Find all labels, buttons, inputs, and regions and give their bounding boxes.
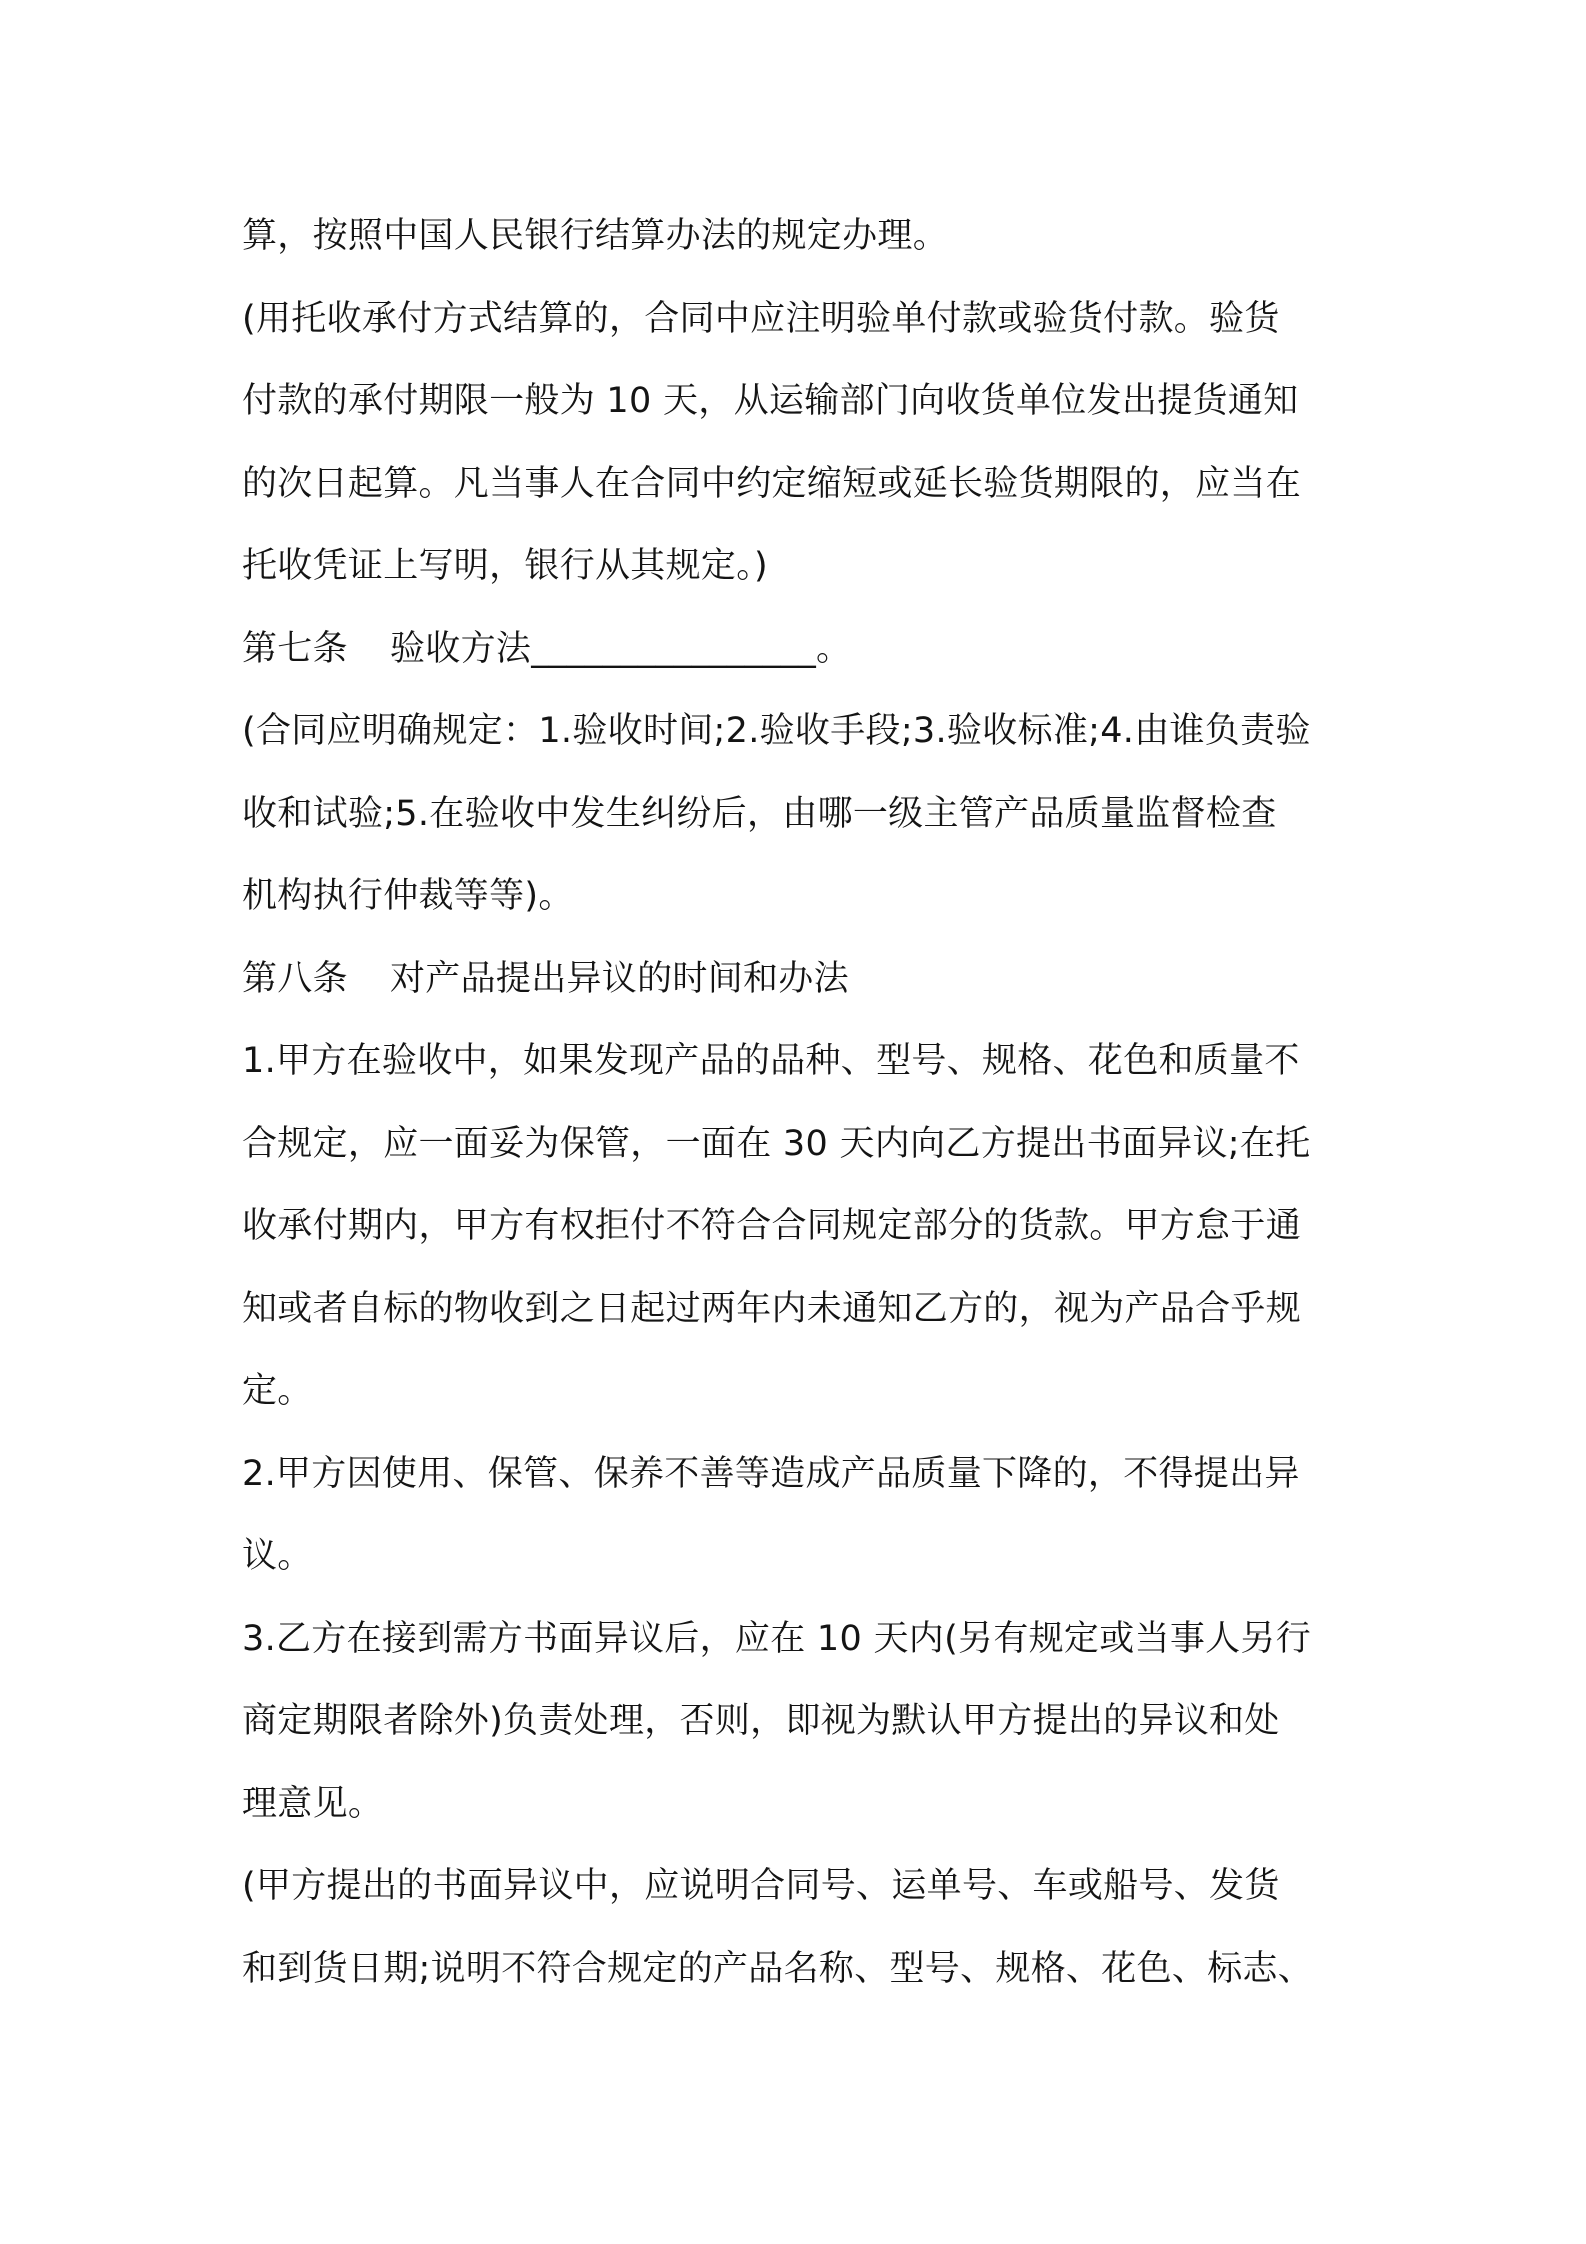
text-line: 付款的承付期限一般为 10 天，从运输部门向收货单位发出提货通知 [242, 381, 1299, 421]
text-line: 3.乙方在接到需方书面异议后，应在 10 天内(另有规定或当事人另行 [242, 1618, 1312, 1659]
text-line: (用托收承付方式结算的，合同中应注明验单付款或验货付款。验货 [242, 298, 1280, 339]
text-line: 商定期限者除外)负责处理，否则，即视为默认甲方提出的异议和处 [242, 1701, 1280, 1741]
text-line: 定。 [242, 1371, 313, 1411]
text-line: 1.甲方在验收中，如果发现产品的品种、型号、规格、花色和质量不 [242, 1041, 1300, 1081]
article-7-heading [242, 608, 1382, 691]
text-line: 和到货日期;说明不符合规定的产品名称、型号、规格、花色、标志、 [242, 1948, 1314, 1989]
article-title: 验收方法________________。 [390, 628, 852, 669]
text-line: 理意见。 [242, 1783, 384, 1824]
text-line: 收承付期内，甲方有权拒付不符合合同规定部分的货款。甲方怠于通 [242, 1206, 1302, 1246]
text-line: 知或者自标的物收到之日起过两年内未通知乙方的，视为产品合乎规 [242, 1288, 1302, 1329]
article-number: 第七条 [242, 628, 348, 669]
text-line: 2.甲方因使用、保管、保养不善等造成产品质量下降的，不得提出异 [242, 1453, 1300, 1494]
text-line: 收和试验;5.在验收中发生纠纷后，由哪一级主管产品质量监督检查 [242, 793, 1277, 834]
article-8-heading [242, 938, 1382, 1021]
text-line: 托收凭证上写明，银行从其规定。) [242, 546, 768, 586]
article-number: 第八条 [242, 958, 348, 999]
document-body [242, 195, 1382, 2010]
text-line: (甲方提出的书面异议中，应说明合同号、运单号、车或船号、发货 [242, 1866, 1280, 1906]
text-line: 机构执行仲裁等等)。 [242, 876, 574, 916]
text-line: 的次日起算。凡当事人在合同中约定缩短或延长验货期限的，应当在 [242, 463, 1302, 504]
text-line: (合同应明确规定：1.验收时间;2.验收手段;3.验收标准;4.由谁负责验 [242, 711, 1311, 751]
article-title: 对产品提出异议的时间和办法 [390, 958, 849, 999]
text-line: 算，按照中国人民银行结算办法的规定办理。 [242, 216, 949, 256]
text-line: 合规定，应一面妥为保管，一面在 30 天内向乙方提出书面异议;在托 [242, 1123, 1311, 1164]
text-line: 议。 [242, 1536, 313, 1576]
